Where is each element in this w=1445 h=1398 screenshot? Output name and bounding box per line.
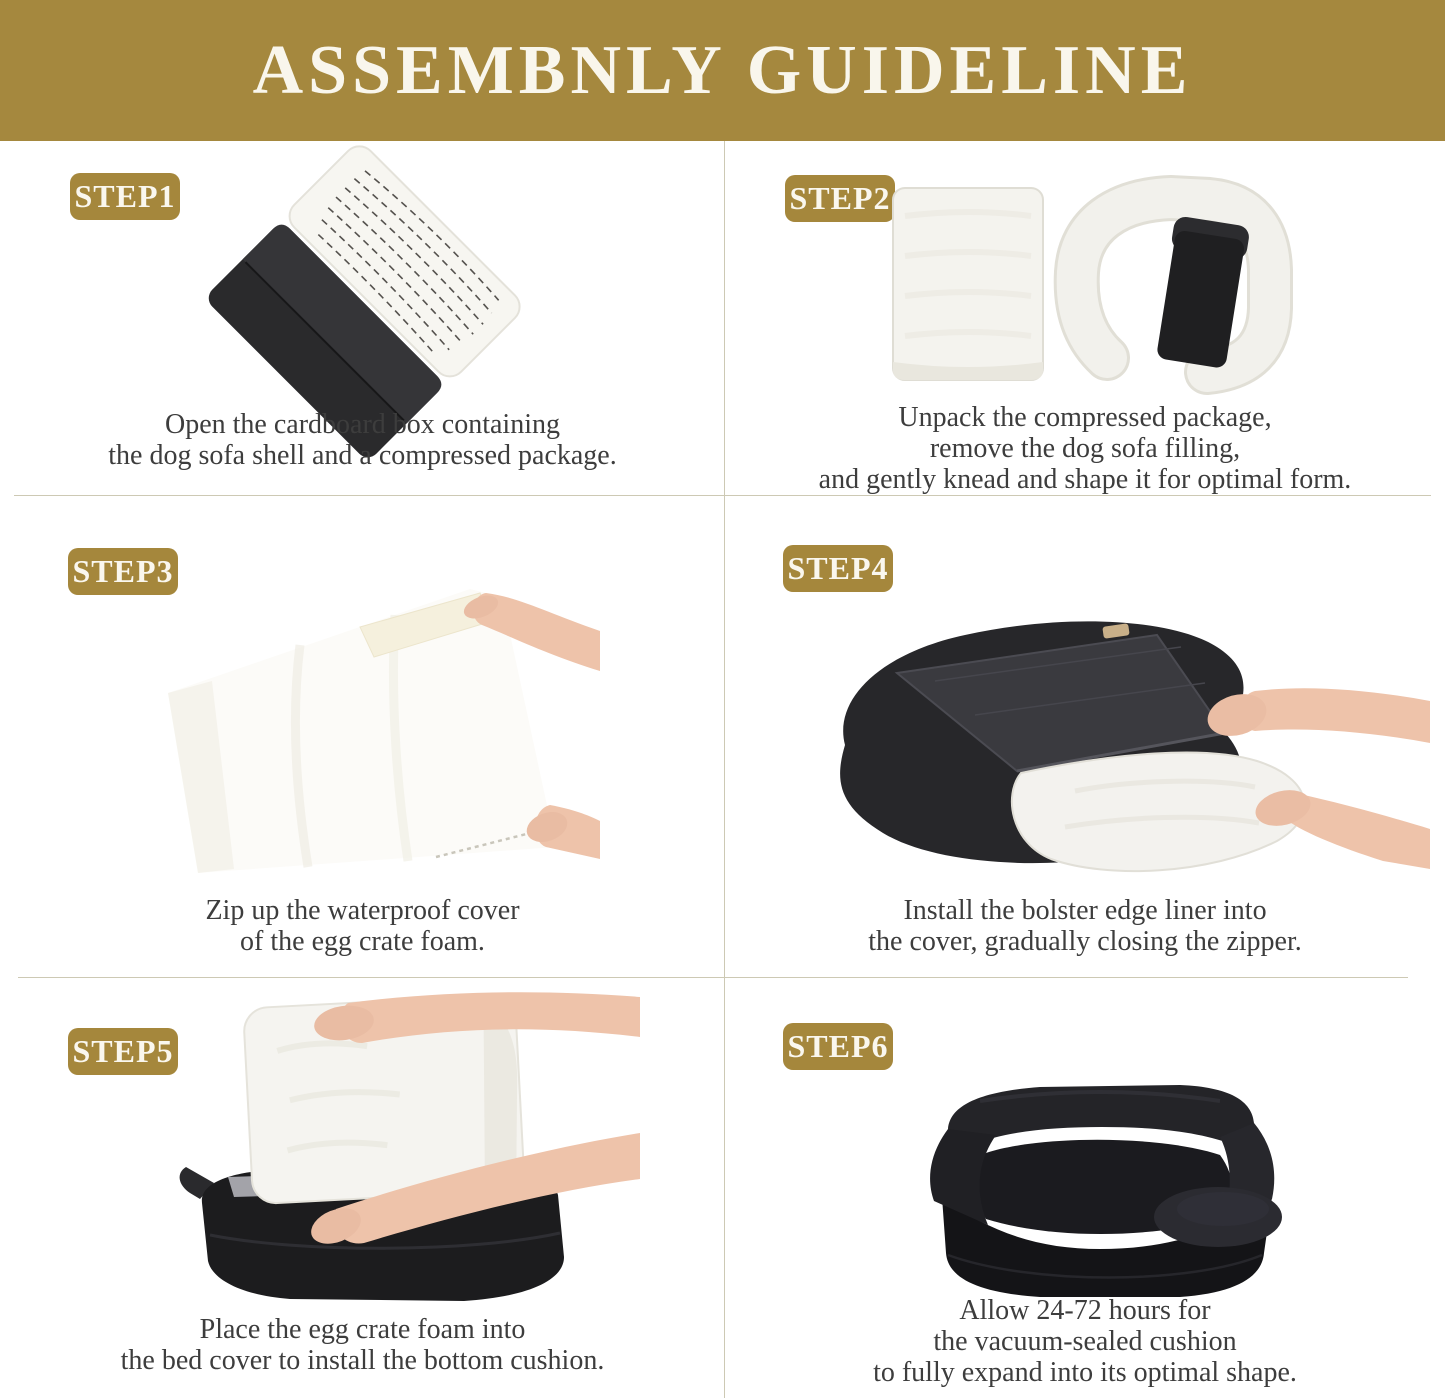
caption-line: to fully expand into its optimal shape. (873, 1357, 1297, 1388)
step1-badge: STEP1 (70, 173, 180, 220)
header-banner (0, 0, 1445, 141)
caption-line: Allow 24-72 hours for (959, 1295, 1211, 1326)
step5-badge: STEP5 (68, 1028, 178, 1075)
step4-section (725, 495, 1445, 977)
caption-line: Open the cardboard box containing (165, 409, 560, 440)
step2-caption (725, 402, 1445, 495)
step2-image (885, 176, 1285, 401)
step6-badge: STEP6 (783, 1023, 893, 1070)
step5-image (140, 985, 640, 1310)
caption-line: Install the bolster edge liner into (903, 895, 1267, 926)
caption-line: Unpack the compressed package, (898, 402, 1272, 433)
step1-caption (0, 409, 725, 471)
caption-line: the vacuum-sealed cushion (933, 1326, 1237, 1357)
step5-section (0, 977, 725, 1398)
caption-line: the dog sofa shell and a compressed package. (108, 440, 617, 471)
step3-badge: STEP3 (68, 548, 178, 595)
step6-image (890, 1057, 1310, 1307)
caption-line: and gently knead and shape it for optimal form. (818, 464, 1352, 495)
step5-caption (0, 1314, 725, 1376)
caption-line: the bed cover to install the bottom cushion. (120, 1345, 605, 1376)
caption-line: Place the egg crate foam into (199, 1314, 526, 1345)
step4-image (785, 595, 1430, 890)
step4-badge: STEP4 (783, 545, 893, 592)
step1-section (0, 141, 725, 495)
step1-image (175, 153, 555, 448)
step3-section (0, 495, 725, 977)
step2-badge: STEP2 (785, 175, 895, 222)
step6-section (725, 977, 1445, 1398)
step6-caption (725, 1295, 1445, 1388)
step3-image (150, 575, 600, 885)
step4-caption (725, 895, 1445, 957)
page-title: ASSEMBNLY GUIDELINE (252, 31, 1193, 109)
caption-line: Zip up the waterproof cover (205, 895, 520, 926)
step2-section (725, 141, 1445, 495)
caption-line: of the egg crate foam. (240, 926, 485, 957)
caption-line: remove the dog sofa filling, (929, 433, 1241, 464)
caption-line: the cover, gradually closing the zipper. (868, 926, 1302, 957)
step3-caption (0, 895, 725, 957)
